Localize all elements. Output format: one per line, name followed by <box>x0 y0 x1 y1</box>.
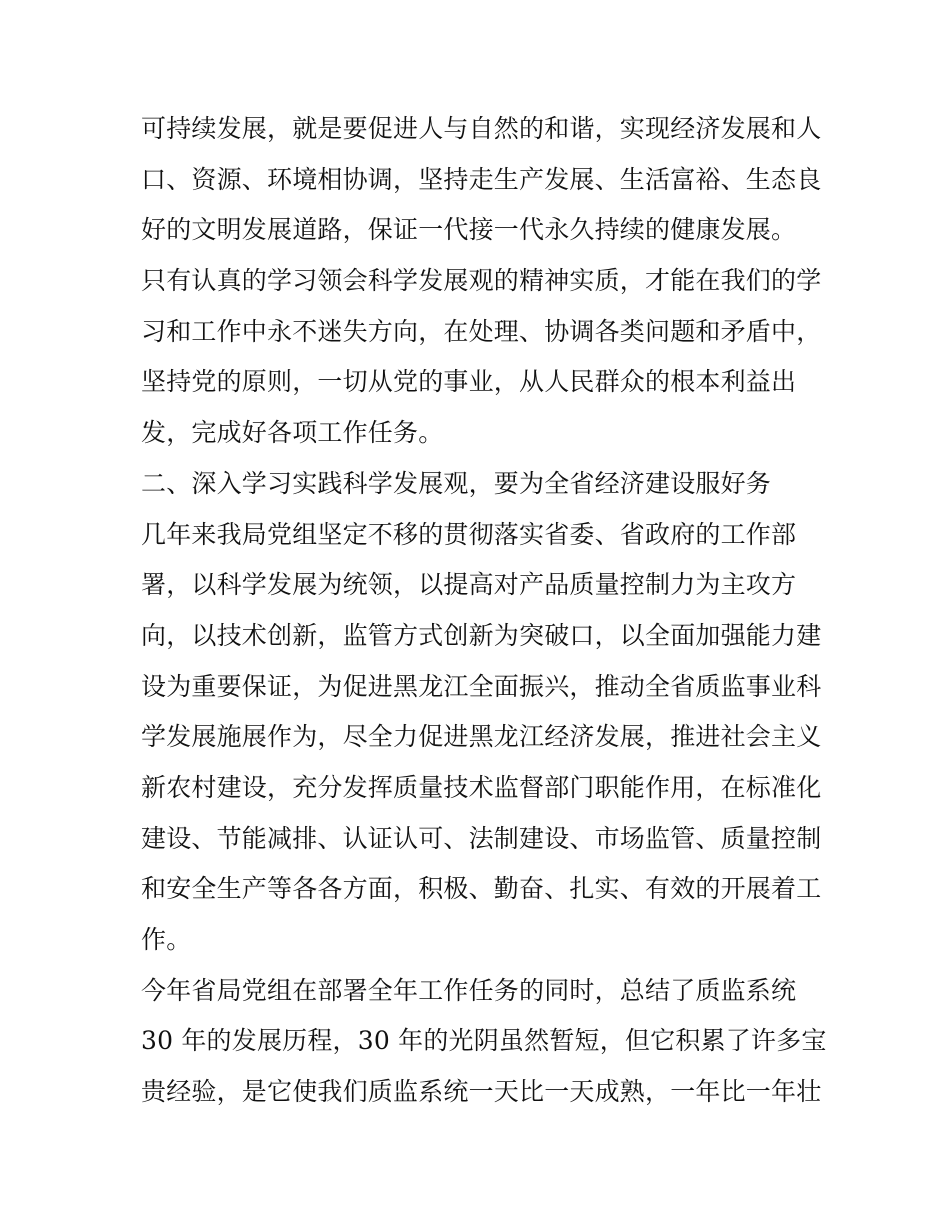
text-line-11: 向，以技术创新，监管方式创新为突破口，以全面加强能力建 <box>141 620 822 650</box>
text-line-10: 署，以科学发展为统领，以提高对产品质量控制力为主攻方 <box>141 570 797 600</box>
text-line-9: 几年来我局党组坚定不移的贯彻落实省委、省政府的工作部 <box>141 519 797 549</box>
text-line-17: 作。 <box>141 925 192 954</box>
body-text <box>141 104 827 1118</box>
text-line-12: 设为重要保证，为促进黑龙江全面振兴，推动全省质监事业科 <box>141 671 822 701</box>
text-line-3: 好的文明发展道路，保证一代接一代永久持续的健康发展。 <box>141 215 797 245</box>
section-heading: 二、深入学习实践科学发展观，要为全省经济建设服好务 <box>141 468 772 498</box>
text-line-6: 坚持党的原则，一切从党的事业，从人民群众的根本利益出 <box>141 367 797 397</box>
text-line-20: 贵经验，是它使我们质监系统一天比一天成熟，一年比一年壮 <box>141 1077 822 1107</box>
text-line-16: 和安全生产等各各方面，积极、勤奋、扎实、有效的开展着工 <box>141 874 822 904</box>
text-line-2: 口、资源、环境相协调，坚持走生产发展、生活富裕、生态良 <box>141 164 822 194</box>
text-line-13: 学发展施展作为，尽全力促进黑龙江经济发展，推进社会主义 <box>141 722 822 752</box>
text-line-14: 新农村建设，充分发挥质量技术监督部门职能作用，在标准化 <box>141 772 822 802</box>
text-line-19: 30 年的发展历程，30 年的光阴虽然暂短，但它积累了许多宝 <box>141 1026 827 1056</box>
text-line-5: 习和工作中永不迷失方向，在处理、协调各类问题和矛盾中， <box>141 316 822 346</box>
text-line-15: 建设、节能减排、认证认可、法制建设、市场监管、质量控制 <box>141 823 822 853</box>
text-line-4: 只有认真的学习领会科学发展观的精神实质，才能在我们的学 <box>141 266 822 296</box>
text-line-1: 可持续发展，就是要促进人与自然的和谐，实现经济发展和人 <box>141 114 822 143</box>
text-line-7: 发，完成好各项工作任务。 <box>141 418 444 448</box>
text-line-18: 今年省局党组在部署全年工作任务的同时，总结了质监系统 <box>141 975 797 1005</box>
